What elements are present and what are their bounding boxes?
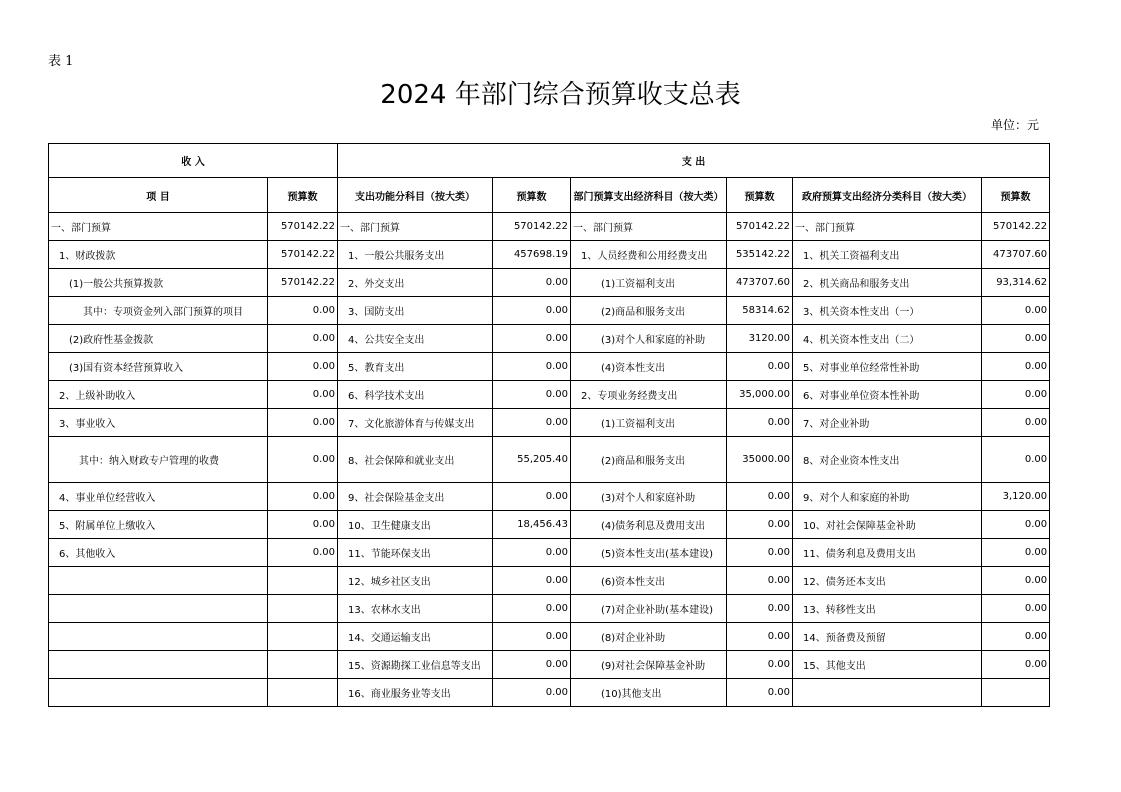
function-amount-cell: 0.00: [493, 567, 571, 595]
function-amount-cell: 0.00: [493, 651, 571, 679]
function-amount-cell: 18,456.43: [493, 511, 571, 539]
income-item-cell: 1、财政拨款: [49, 241, 268, 269]
government-item-cell: 一、部门预算: [793, 213, 982, 241]
function-item-cell: 13、农林水支出: [338, 595, 493, 623]
page-title: 2024 年部门综合预算收支总表: [380, 80, 741, 110]
government-item-cell: 6、对事业单位资本性补助: [793, 381, 982, 409]
department-item-cell: (4)债务利息及费用支出: [571, 511, 727, 539]
function-item-cell: 6、科学技术支出: [338, 381, 493, 409]
government-amount-cell: 0.00: [982, 297, 1050, 325]
income-amount-cell: 0.00: [268, 437, 338, 483]
income-header: 收 入: [49, 144, 338, 178]
government-amount-cell: 0.00: [982, 511, 1050, 539]
table-row: [49, 679, 1050, 707]
department-amount-cell: 0.00: [727, 623, 793, 651]
income-amount-cell: 0.00: [268, 539, 338, 567]
function-item-cell: 11、节能环保支出: [338, 539, 493, 567]
department-amount-cell: 0.00: [727, 409, 793, 437]
income-item-cell: 其中：专项资金列入部门预算的项目: [49, 297, 268, 325]
function-amount-cell: 0.00: [493, 381, 571, 409]
function-item-cell: 12、城乡社区支出: [338, 567, 493, 595]
function-item-cell: 15、资源勘探工业信息等支出: [338, 651, 493, 679]
department-amount-cell: 535142.22: [727, 241, 793, 269]
function-amount-cell: 0.00: [493, 325, 571, 353]
table-row: [49, 623, 1050, 651]
government-amount-header: 预算数: [982, 178, 1050, 213]
function-amount-cell: 457698.19: [493, 241, 571, 269]
government-amount-cell: 473707.60: [982, 241, 1050, 269]
function-amount-cell: 55,205.40: [493, 437, 571, 483]
table-row: [49, 269, 1050, 297]
government-item-cell: 9、对个人和家庭的补助: [793, 483, 982, 511]
department-amount-cell: 473707.60: [727, 269, 793, 297]
department-item-cell: (10)其他支出: [571, 679, 727, 707]
income-item-cell: 其中：纳入财政专户管理的收费: [49, 437, 268, 483]
government-category-header: 政府预算支出经济分类科目（按大类）: [793, 178, 982, 213]
department-amount-cell: 0.00: [727, 353, 793, 381]
table-row: [49, 409, 1050, 437]
government-amount-cell: 570142.22: [982, 213, 1050, 241]
income-item-cell: (3)国有资本经营预算收入: [49, 353, 268, 381]
department-amount-cell: 58314.62: [727, 297, 793, 325]
table-label: 表 1: [48, 54, 74, 69]
department-amount-cell: 570142.22: [727, 213, 793, 241]
function-item-cell: 1、一般公共服务支出: [338, 241, 493, 269]
government-amount-cell: 0.00: [982, 539, 1050, 567]
budget-table: [48, 143, 1050, 707]
government-item-cell: 3、机关资本性支出（一）: [793, 297, 982, 325]
government-item-cell: 4、机关资本性支出（二）: [793, 325, 982, 353]
function-item-cell: 3、国防支出: [338, 297, 493, 325]
function-amount-header: 预算数: [493, 178, 571, 213]
function-item-cell: 10、卫生健康支出: [338, 511, 493, 539]
income-amount-cell: 0.00: [268, 511, 338, 539]
government-item-cell: 5、对事业单位经常性补助: [793, 353, 982, 381]
income-amount-cell: 0.00: [268, 409, 338, 437]
function-item-cell: 9、社会保险基金支出: [338, 483, 493, 511]
government-amount-cell: 0.00: [982, 409, 1050, 437]
department-item-cell: (3)对个人和家庭的补助: [571, 325, 727, 353]
government-item-cell: 7、对企业补助: [793, 409, 982, 437]
function-item-cell: 5、教育支出: [338, 353, 493, 381]
government-amount-cell: 0.00: [982, 623, 1050, 651]
department-amount-cell: 0.00: [727, 679, 793, 707]
function-item-cell: 16、商业服务业等支出: [338, 679, 493, 707]
function-amount-cell: 0.00: [493, 353, 571, 381]
income-amount-cell: 570142.22: [268, 269, 338, 297]
function-item-cell: 4、公共安全支出: [338, 325, 493, 353]
income-amount-cell: 0.00: [268, 483, 338, 511]
table-row: [49, 353, 1050, 381]
function-amount-cell: 0.00: [493, 539, 571, 567]
income-amount-cell: [268, 567, 338, 595]
item-header: 项 目: [49, 178, 268, 213]
income-item-cell: 一、部门预算: [49, 213, 268, 241]
government-item-cell: 11、债务利息及费用支出: [793, 539, 982, 567]
department-amount-cell: 0.00: [727, 511, 793, 539]
government-amount-cell: [982, 679, 1050, 707]
income-amount-cell: [268, 679, 338, 707]
government-amount-cell: 0.00: [982, 651, 1050, 679]
function-amount-cell: 0.00: [493, 623, 571, 651]
table-row: [49, 325, 1050, 353]
department-amount-cell: 0.00: [727, 567, 793, 595]
function-category-header: 支出功能分科目（按大类）: [338, 178, 493, 213]
income-item-cell: (2)政府性基金拨款: [49, 325, 268, 353]
income-item-cell: 2、上级补助收入: [49, 381, 268, 409]
income-item-cell: [49, 679, 268, 707]
income-item-cell: [49, 567, 268, 595]
income-item-cell: 4、事业单位经营收入: [49, 483, 268, 511]
department-amount-header: 预算数: [727, 178, 793, 213]
department-item-cell: (6)资本性支出: [571, 567, 727, 595]
government-amount-cell: 0.00: [982, 353, 1050, 381]
income-amount-cell: 0.00: [268, 325, 338, 353]
function-amount-cell: 0.00: [493, 297, 571, 325]
table-row: [49, 511, 1050, 539]
government-item-cell: 8、对企业资本性支出: [793, 437, 982, 483]
function-item-cell: 7、文化旅游体育与传媒支出: [338, 409, 493, 437]
department-item-cell: 2、专项业务经费支出: [571, 381, 727, 409]
department-amount-cell: 3120.00: [727, 325, 793, 353]
table-row: [49, 539, 1050, 567]
government-item-cell: 1、机关工资福利支出: [793, 241, 982, 269]
table-row: [49, 567, 1050, 595]
function-item-cell: 8、社会保障和就业支出: [338, 437, 493, 483]
income-amount-header: 预算数: [268, 178, 338, 213]
department-amount-cell: 0.00: [727, 539, 793, 567]
function-amount-cell: 0.00: [493, 269, 571, 297]
function-item-cell: 14、交通运输支出: [338, 623, 493, 651]
department-item-cell: (8)对企业补助: [571, 623, 727, 651]
department-item-cell: (5)资本性支出(基本建设): [571, 539, 727, 567]
table-row: [49, 241, 1050, 269]
table-row: [49, 595, 1050, 623]
department-amount-cell: 0.00: [727, 651, 793, 679]
income-item-cell: [49, 595, 268, 623]
government-amount-cell: 0.00: [982, 567, 1050, 595]
function-amount-cell: 0.00: [493, 679, 571, 707]
department-item-cell: (2)商品和服务支出: [571, 437, 727, 483]
department-item-cell: (2)商品和服务支出: [571, 297, 727, 325]
department-amount-cell: 35000.00: [727, 437, 793, 483]
department-item-cell: (7)对企业补助(基本建设): [571, 595, 727, 623]
income-amount-cell: 570142.22: [268, 213, 338, 241]
government-item-cell: 13、转移性支出: [793, 595, 982, 623]
department-item-cell: 一、部门预算: [571, 213, 727, 241]
government-item-cell: 10、对社会保障基金补助: [793, 511, 982, 539]
function-item-cell: 一、部门预算: [338, 213, 493, 241]
function-amount-cell: 0.00: [493, 483, 571, 511]
income-item-cell: 6、其他收入: [49, 539, 268, 567]
government-amount-cell: 0.00: [982, 595, 1050, 623]
income-amount-cell: 570142.22: [268, 241, 338, 269]
government-amount-cell: 3,120.00: [982, 483, 1050, 511]
table-row: [49, 213, 1050, 241]
income-amount-cell: [268, 651, 338, 679]
income-amount-cell: 0.00: [268, 297, 338, 325]
department-amount-cell: 0.00: [727, 483, 793, 511]
unit-label: 单位：元: [990, 118, 1039, 132]
government-item-cell: 12、债务还本支出: [793, 567, 982, 595]
table-row: [49, 483, 1050, 511]
expense-header: 支 出: [338, 144, 1050, 178]
department-item-cell: (4)资本性支出: [571, 353, 727, 381]
function-amount-cell: 0.00: [493, 595, 571, 623]
department-item-cell: 1、人员经费和公用经费支出: [571, 241, 727, 269]
government-item-cell: 14、预备费及预留: [793, 623, 982, 651]
income-amount-cell: [268, 595, 338, 623]
table-row: [49, 437, 1050, 483]
department-item-cell: (1)工资福利支出: [571, 409, 727, 437]
department-amount-cell: 35,000.00: [727, 381, 793, 409]
function-amount-cell: 570142.22: [493, 213, 571, 241]
function-amount-cell: 0.00: [493, 409, 571, 437]
government-item-cell: 15、其他支出: [793, 651, 982, 679]
department-category-header: 部门预算支出经济科目（按大类）: [571, 178, 727, 213]
government-amount-cell: 0.00: [982, 325, 1050, 353]
income-item-cell: [49, 623, 268, 651]
income-item-cell: [49, 651, 268, 679]
government-item-cell: [793, 679, 982, 707]
income-amount-cell: 0.00: [268, 381, 338, 409]
table-row: [49, 381, 1050, 409]
table-row: [49, 297, 1050, 325]
income-item-cell: 3、事业收入: [49, 409, 268, 437]
income-amount-cell: 0.00: [268, 353, 338, 381]
government-amount-cell: 0.00: [982, 381, 1050, 409]
table-row: [49, 651, 1050, 679]
government-item-cell: 2、机关商品和服务支出: [793, 269, 982, 297]
department-item-cell: (3)对个人和家庭补助: [571, 483, 727, 511]
government-amount-cell: 93,314.62: [982, 269, 1050, 297]
department-item-cell: (9)对社会保障基金补助: [571, 651, 727, 679]
function-item-cell: 2、外交支出: [338, 269, 493, 297]
income-item-cell: (1)一般公共预算拨款: [49, 269, 268, 297]
department-item-cell: (1)工资福利支出: [571, 269, 727, 297]
income-amount-cell: [268, 623, 338, 651]
income-item-cell: 5、附属单位上缴收入: [49, 511, 268, 539]
department-amount-cell: 0.00: [727, 595, 793, 623]
government-amount-cell: 0.00: [982, 437, 1050, 483]
